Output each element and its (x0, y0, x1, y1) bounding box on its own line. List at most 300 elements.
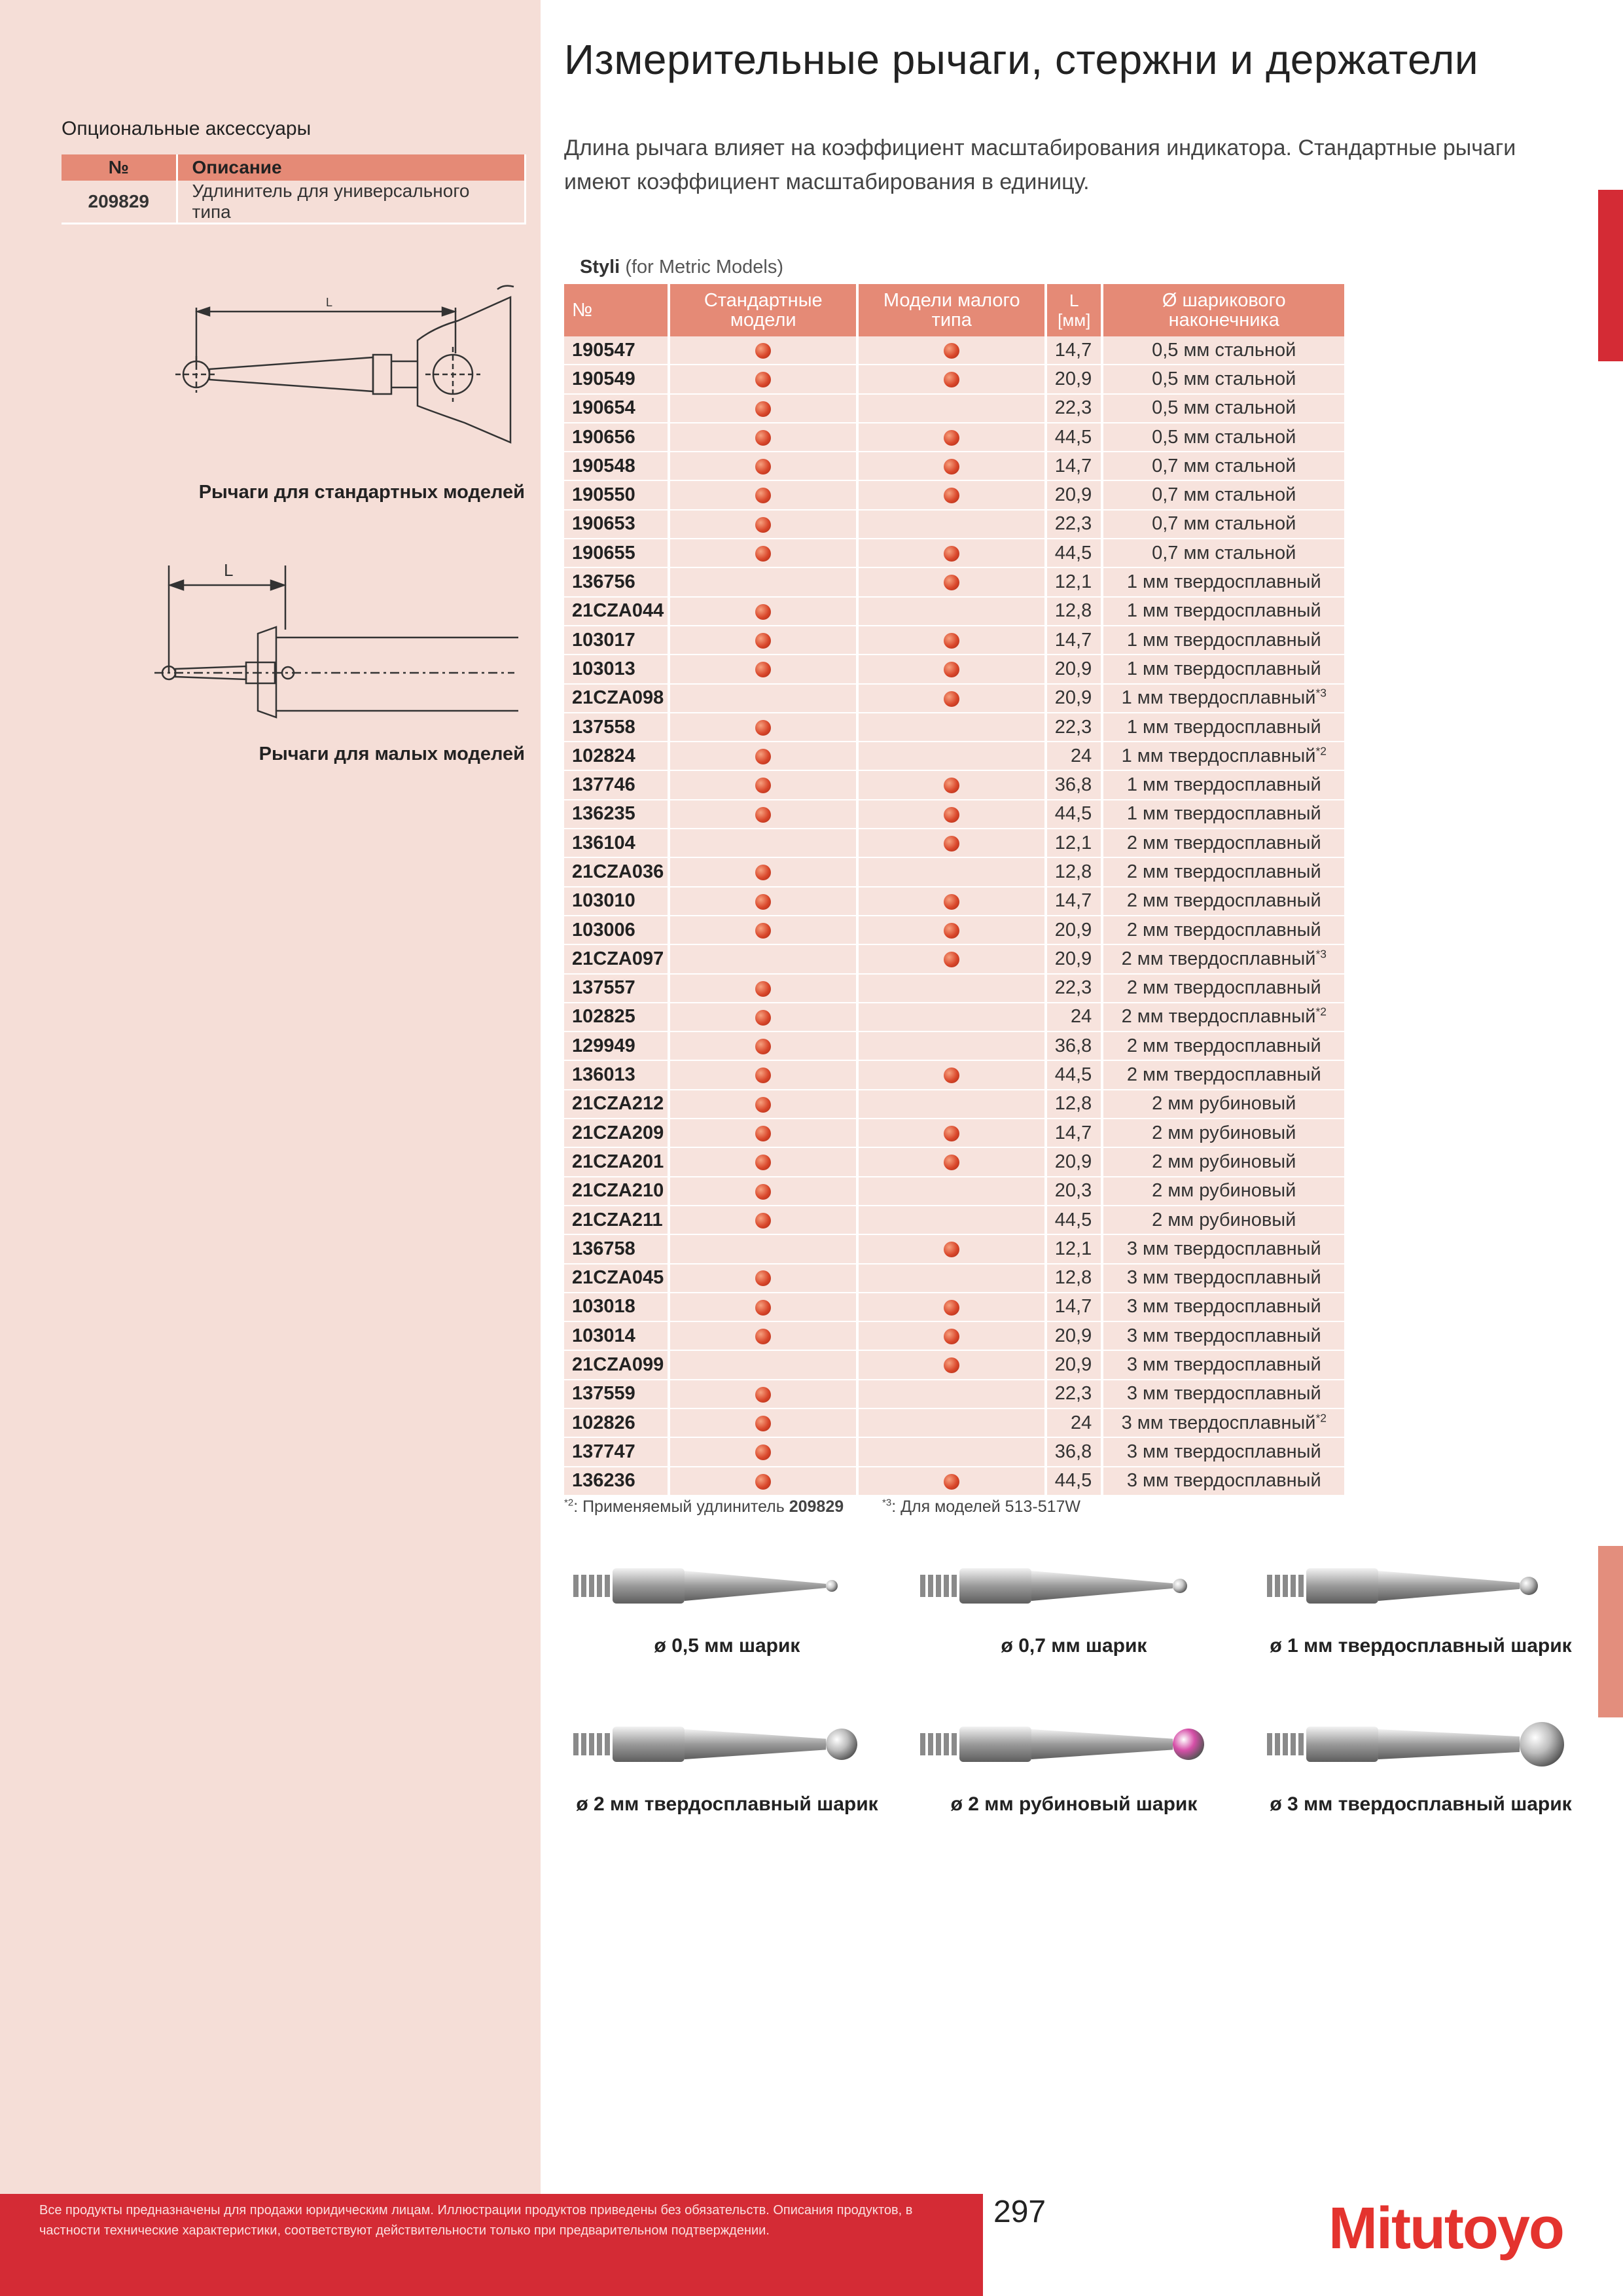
stylus-length: 14,7 (1047, 626, 1103, 655)
small-fit-cell (859, 1061, 1047, 1090)
standard-fit-cell (670, 771, 859, 800)
styli-row (564, 336, 1344, 365)
page-title: Измерительные рычаги, стержни и держатели (564, 36, 1479, 83)
fit-dot-icon (944, 1242, 959, 1257)
ball-diameter-text: 2 мм рубиновый (1152, 1209, 1296, 1230)
stylus-number: 136235 (564, 800, 670, 829)
styli-col-length-unit: [мм] (1058, 310, 1091, 330)
ball-diameter-text: 3 мм твердосплавный (1126, 1296, 1321, 1318)
small-fit-cell (859, 1206, 1047, 1235)
stylus-ball-diameter (1103, 1293, 1344, 1322)
standard-fit-cell (670, 1148, 859, 1177)
stylus-ball-diameter (1103, 598, 1344, 626)
fit-dot-icon (944, 836, 959, 852)
stylus-number: 102825 (564, 1003, 670, 1032)
styli-col-no: № (564, 284, 670, 336)
stylus-photo (914, 1708, 1234, 1780)
styli-row (564, 1119, 1344, 1148)
small-fit-cell (859, 1177, 1047, 1206)
fit-dot-icon (944, 1357, 959, 1373)
styli-row (564, 1148, 1344, 1177)
styli-row (564, 1380, 1344, 1409)
styli-row (564, 655, 1344, 684)
ball-diameter-text: 0,5 мм стальной (1152, 426, 1296, 448)
stylus-length: 14,7 (1047, 452, 1103, 481)
fit-dot-icon (755, 1270, 771, 1286)
stylus-length: 36,8 (1047, 1032, 1103, 1061)
ball-diameter-text: 0,5 мм стальной (1152, 397, 1296, 419)
standard-fit-cell (670, 1380, 859, 1409)
styli-row (564, 568, 1344, 597)
styli-row (564, 975, 1344, 1003)
fit-dot-icon (755, 604, 771, 620)
footnote-mark: *2 (1315, 744, 1327, 758)
styli-row (564, 423, 1344, 452)
small-fit-cell (859, 539, 1047, 568)
standard-fit-cell (670, 1351, 859, 1380)
ball-diameter-text: 1 мм твердосплавный (1126, 774, 1321, 796)
fit-dot-icon (944, 343, 959, 359)
stylus-length: 20,9 (1047, 655, 1103, 684)
standard-fit-cell (670, 1003, 859, 1032)
fit-dot-icon (755, 662, 771, 677)
footnote-2 (564, 1498, 844, 1516)
accessories-header-row (62, 154, 526, 181)
ball-diameter-text: 2 мм рубиновый (1152, 1122, 1296, 1143)
styli-header-row (564, 284, 1344, 336)
standard-fit-cell (670, 742, 859, 771)
small-fit-cell (859, 1090, 1047, 1119)
styli-row (564, 598, 1344, 626)
ball-diameter-text: 2 мм твердосплавный (1121, 1006, 1316, 1028)
stylus-length: 12,1 (1047, 829, 1103, 858)
stylus-number: 21CZA098 (564, 685, 670, 713)
fit-dot-icon (755, 778, 771, 793)
stylus-number: 137746 (564, 771, 670, 800)
small-fit-cell (859, 858, 1047, 887)
footnote-mark: *2 (1315, 1005, 1327, 1018)
styli-row (564, 539, 1344, 568)
small-fit-cell (859, 568, 1047, 597)
accessories-col-no: № (62, 154, 177, 181)
fit-dot-icon (755, 720, 771, 736)
styli-row (564, 1061, 1344, 1090)
standard-fit-cell (670, 1032, 859, 1061)
section-tab-salmon (1598, 1546, 1623, 1717)
standard-fit-cell (670, 481, 859, 510)
fit-dot-icon (755, 1155, 771, 1170)
styli-row (564, 1003, 1344, 1032)
styli-row (564, 685, 1344, 713)
fit-dot-icon (755, 1039, 771, 1054)
standard-fit-cell (670, 568, 859, 597)
standard-fit-cell (670, 1293, 859, 1322)
standard-dim-label: L (326, 296, 333, 309)
ball-diameter-text: 2 мм твердосплавный (1126, 977, 1321, 999)
ball-diameter-text: 3 мм твердосплавный (1126, 1238, 1321, 1259)
stylus-length: 44,5 (1047, 1061, 1103, 1090)
fit-dot-icon (944, 430, 959, 446)
accessory-no: 209829 (62, 181, 177, 224)
stylus-ball-diameter (1103, 423, 1344, 452)
stylus-number: 190653 (564, 511, 670, 539)
small-fit-cell (859, 1148, 1047, 1177)
small-fit-cell (859, 945, 1047, 974)
small-fit-cell (859, 1322, 1047, 1351)
standard-fit-cell (670, 365, 859, 394)
standard-fit-cell (670, 655, 859, 684)
standard-fit-cell (670, 1438, 859, 1467)
ball-diameter-text: 1 мм твердосплавный (1126, 600, 1321, 622)
standard-fit-cell (670, 1061, 859, 1090)
stylus-ball-diameter (1103, 626, 1344, 655)
standard-fit-cell (670, 1090, 859, 1119)
stylus-ball-diameter (1103, 395, 1344, 423)
fit-dot-icon (944, 807, 959, 823)
fit-dot-icon (944, 459, 959, 475)
fit-dot-icon (755, 372, 771, 387)
fit-dot-icon (755, 1300, 771, 1316)
fit-dot-icon (755, 1474, 771, 1490)
standard-fit-cell (670, 945, 859, 974)
ball-diameter-text: 0,5 мм стальной (1152, 368, 1296, 389)
styli-row (564, 771, 1344, 800)
stylus-number: 137557 (564, 975, 670, 1003)
stylus-number: 190654 (564, 395, 670, 423)
fit-dot-icon (755, 981, 771, 997)
stylus-ball-diameter (1103, 1438, 1344, 1467)
styli-row (564, 1090, 1344, 1119)
styli-row (564, 511, 1344, 539)
small-dim-label: L (224, 560, 234, 580)
standard-fit-cell (670, 1119, 859, 1148)
standard-fit-cell (670, 685, 859, 713)
small-fit-cell (859, 511, 1047, 539)
stylus-number: 137559 (564, 1380, 670, 1409)
standard-fit-cell (670, 539, 859, 568)
stylus-number: 21CZA211 (564, 1206, 670, 1235)
fit-dot-icon (944, 1155, 959, 1170)
styli-row (564, 481, 1344, 510)
stylus-length: 36,8 (1047, 1438, 1103, 1467)
standard-fit-cell (670, 423, 859, 452)
stylus-number: 103018 (564, 1293, 670, 1322)
stylus-number: 103014 (564, 1322, 670, 1351)
styli-col-small: Модели малого типа (859, 284, 1047, 336)
fit-dot-icon (755, 1126, 771, 1141)
styli-row (564, 1438, 1344, 1467)
fit-dot-icon (755, 749, 771, 764)
styli-col-length-top: L (1069, 291, 1079, 310)
ball-diameter-text: 1 мм твердосплавный (1121, 745, 1316, 766)
stylus-number: 190549 (564, 365, 670, 394)
ball-diameter-text: 2 мм твердосплавный (1126, 1035, 1321, 1056)
fit-dot-icon (944, 894, 959, 910)
styli-row (564, 1322, 1344, 1351)
footnote-2-bold: 209829 (789, 1498, 844, 1516)
styli-title-bold: Styli (580, 257, 620, 278)
stylus-length: 14,7 (1047, 336, 1103, 365)
standard-fit-cell (670, 888, 859, 916)
small-fit-cell (859, 771, 1047, 800)
styli-row (564, 1467, 1344, 1496)
standard-fit-cell (670, 452, 859, 481)
fit-dot-icon (755, 1329, 771, 1344)
fit-dot-icon (755, 459, 771, 475)
styli-row (564, 1351, 1344, 1380)
small-fit-cell (859, 1119, 1047, 1148)
intro-text: Длина рычага влияет на коэффициент масштабирования индикатора. Стандартные рычаги имеют коэффициент масштабирования в единицу. (564, 135, 1516, 194)
stylus-length: 20,9 (1047, 916, 1103, 945)
fit-dot-icon (755, 1444, 771, 1460)
stylus-photo (567, 1708, 887, 1780)
stylus-length: 24 (1047, 1409, 1103, 1438)
small-fit-cell (859, 1409, 1047, 1438)
stylus-ball-diameter (1103, 713, 1344, 742)
stylus-number: 190655 (564, 539, 670, 568)
styli-row (564, 1177, 1344, 1206)
stylus-ball-diameter (1103, 1148, 1344, 1177)
stylus-ball-diameter (1103, 481, 1344, 510)
small-fit-cell (859, 1265, 1047, 1293)
styli-row (564, 713, 1344, 742)
stylus-number: 190548 (564, 452, 670, 481)
small-lever-caption: Рычаги для малых моделей (259, 744, 525, 764)
small-fit-cell (859, 916, 1047, 945)
small-fit-cell (859, 888, 1047, 916)
fit-dot-icon (944, 1300, 959, 1316)
stylus-length: 20,9 (1047, 365, 1103, 394)
stylus-ball-diameter (1103, 1380, 1344, 1409)
styli-row (564, 742, 1344, 771)
fit-dot-icon (755, 488, 771, 503)
small-fit-cell (859, 1003, 1047, 1032)
stylus-ball-diameter (1103, 452, 1344, 481)
standard-fit-cell (670, 336, 859, 365)
stylus-length: 44,5 (1047, 1206, 1103, 1235)
ball-diameter-text: 2 мм твердосплавный (1126, 1064, 1321, 1086)
small-fit-cell (859, 655, 1047, 684)
styli-table (564, 284, 1344, 1496)
styli-row (564, 395, 1344, 423)
stylus-number: 21CZA210 (564, 1177, 670, 1206)
stylus-length: 20,3 (1047, 1177, 1103, 1206)
stylus-number: 137558 (564, 713, 670, 742)
ball-diameter-text: 3 мм твердосплавный (1126, 1441, 1321, 1462)
stylus-ball-diameter (1103, 1265, 1344, 1293)
stylus-length: 24 (1047, 1003, 1103, 1032)
stylus-length: 24 (1047, 742, 1103, 771)
stylus-ball-diameter (1103, 1351, 1344, 1380)
stylus-number: 190656 (564, 423, 670, 452)
small-fit-cell (859, 336, 1047, 365)
footnote-mark: *3 (1315, 947, 1327, 961)
styli-title (580, 257, 783, 278)
fit-dot-icon (755, 1184, 771, 1200)
small-fit-cell (859, 1351, 1047, 1380)
fit-dot-icon (944, 575, 959, 590)
fit-dot-icon (755, 430, 771, 446)
stylus-ball-diameter (1103, 742, 1344, 771)
stylus-ball-diameter (1103, 888, 1344, 916)
fit-dot-icon (755, 807, 771, 823)
fit-dot-icon (944, 1126, 959, 1141)
stylus-length: 14,7 (1047, 888, 1103, 916)
ball-diameter-text: 1 мм твердосплавный (1126, 658, 1321, 679)
standard-lever-drawing (157, 281, 524, 452)
small-fit-cell (859, 829, 1047, 858)
stylus-ball-diameter (1103, 511, 1344, 539)
stylus-ball-diameter (1103, 539, 1344, 568)
stylus-ball-diameter (1103, 771, 1344, 800)
accessory-desc: Удлинитель для универсального типа (177, 181, 526, 224)
stylus-length: 12,8 (1047, 1265, 1103, 1293)
fit-dot-icon (944, 488, 959, 503)
stylus-photo-caption: ø 3 мм твердосплавный шарик (1270, 1793, 1572, 1815)
small-fit-cell (859, 1467, 1047, 1496)
styli-row (564, 1409, 1344, 1438)
stylus-ball-diameter (1103, 1177, 1344, 1206)
stylus-number: 21CZA036 (564, 858, 670, 887)
ball-diameter-text: 3 мм твердосплавный (1121, 1412, 1316, 1433)
fit-dot-icon (755, 401, 771, 417)
standard-fit-cell (670, 626, 859, 655)
styli-row (564, 916, 1344, 945)
styli-row (564, 945, 1344, 974)
stylus-length: 20,9 (1047, 1322, 1103, 1351)
standard-fit-cell (670, 1467, 859, 1496)
ball-diameter-text: 2 мм твердосплавный (1126, 861, 1321, 882)
fit-dot-icon (755, 923, 771, 939)
footnote-mark: *3 (1315, 686, 1327, 700)
ball-diameter-text: 2 мм твердосплавный (1126, 832, 1321, 853)
stylus-ball-diameter (1103, 365, 1344, 394)
stylus-length: 20,9 (1047, 685, 1103, 713)
stylus-photo-caption: ø 2 мм твердосплавный шарик (576, 1793, 878, 1815)
footnote-3 (882, 1498, 1080, 1516)
stylus-length: 20,9 (1047, 945, 1103, 974)
stylus-length: 22,3 (1047, 713, 1103, 742)
standard-lever-caption: Рычаги для стандартных моделей (198, 482, 525, 503)
standard-fit-cell (670, 975, 859, 1003)
fit-dot-icon (755, 1097, 771, 1113)
ball-diameter-text: 0,7 мм стальной (1152, 484, 1296, 506)
styli-row (564, 452, 1344, 481)
ball-diameter-text: 2 мм твердосплавный (1126, 919, 1321, 941)
stylus-length: 22,3 (1047, 395, 1103, 423)
stylus-ball-diameter (1103, 1322, 1344, 1351)
styli-body (564, 336, 1344, 1496)
fit-dot-icon (944, 1474, 959, 1490)
stylus-ball-diameter (1103, 916, 1344, 945)
styli-col-standard: Стандартные модели (670, 284, 859, 336)
stylus-ball-diameter (1103, 1467, 1344, 1496)
fit-dot-icon (755, 343, 771, 359)
fit-dot-icon (944, 1329, 959, 1344)
standard-fit-cell (670, 395, 859, 423)
accessories-row (62, 181, 526, 224)
accessories-col-desc: Описание (177, 154, 526, 181)
standard-fit-cell (670, 1206, 859, 1235)
small-fit-cell (859, 742, 1047, 771)
ball-diameter-text: 0,5 мм стальной (1152, 339, 1296, 361)
stylus-length: 44,5 (1047, 1467, 1103, 1496)
footer-disclaimer: Все продукты предназначены для продажи юридическим лицам. Иллюстрации продуктов приведены без обязательств. Описания продуктов, в частности технические характеристики, соответствуют действительности только при предварительном подтверждении. (39, 2203, 913, 2238)
fit-dot-icon (944, 633, 959, 649)
stylus-number: 190547 (564, 336, 670, 365)
stylus-number: 21CZA045 (564, 1265, 670, 1293)
stylus-length: 22,3 (1047, 1380, 1103, 1409)
small-fit-cell (859, 1032, 1047, 1061)
stylus-length: 44,5 (1047, 423, 1103, 452)
stylus-length: 20,9 (1047, 1148, 1103, 1177)
small-lever-drawing (148, 550, 527, 720)
standard-fit-cell (670, 1265, 859, 1293)
stylus-number: 21CZA209 (564, 1119, 670, 1148)
mitutoyo-logo: Mitutoyo (1329, 2196, 1563, 2261)
footnote-3-mark: *3 (882, 1497, 892, 1509)
fit-dot-icon (755, 1010, 771, 1026)
stylus-number: 136236 (564, 1467, 670, 1496)
styli-title-rest: (for Metric Models) (625, 257, 784, 278)
standard-fit-cell (670, 800, 859, 829)
stylus-ball-diameter (1103, 685, 1344, 713)
stylus-number: 190550 (564, 481, 670, 510)
stylus-number: 129949 (564, 1032, 670, 1061)
ball-diameter-text: 2 мм рубиновый (1152, 1093, 1296, 1115)
ball-diameter-text: 1 мм твердосплавный (1126, 716, 1321, 738)
stylus-ball-diameter (1103, 1119, 1344, 1148)
standard-fit-cell (670, 858, 859, 887)
styli-col-length (1047, 284, 1103, 336)
footnote-3-text: : Для моделей 513-517W (891, 1498, 1081, 1516)
styli-row (564, 1206, 1344, 1235)
stylus-length: 22,3 (1047, 511, 1103, 539)
fit-dot-icon (944, 923, 959, 939)
fit-dot-icon (944, 1067, 959, 1083)
ball-diameter-text: 1 мм твердосплавный (1126, 629, 1321, 651)
fit-dot-icon (755, 1387, 771, 1403)
stylus-number: 103013 (564, 655, 670, 684)
fit-dot-icon (944, 691, 959, 707)
small-fit-cell (859, 1380, 1047, 1409)
standard-fit-cell (670, 829, 859, 858)
stylus-ball-diameter (1103, 1003, 1344, 1032)
footnote-mark: *2 (1315, 1410, 1327, 1424)
stylus-ball-diameter (1103, 829, 1344, 858)
small-fit-cell (859, 1293, 1047, 1322)
styli-row (564, 1265, 1344, 1293)
fit-dot-icon (755, 546, 771, 562)
fit-dot-icon (755, 1067, 771, 1083)
small-fit-cell (859, 626, 1047, 655)
stylus-number: 21CZA044 (564, 598, 670, 626)
ball-diameter-text: 1 мм твердосплавный (1121, 687, 1316, 709)
fit-dot-icon (755, 633, 771, 649)
small-fit-cell (859, 481, 1047, 510)
styli-row (564, 888, 1344, 916)
stylus-number: 136104 (564, 829, 670, 858)
stylus-number: 21CZA201 (564, 1148, 670, 1177)
ball-diameter-text: 2 мм рубиновый (1152, 1151, 1296, 1172)
stylus-photo (1260, 1708, 1581, 1780)
stylus-photo (567, 1550, 887, 1622)
stylus-length: 44,5 (1047, 539, 1103, 568)
small-fit-cell (859, 452, 1047, 481)
stylus-number: 21CZA097 (564, 945, 670, 974)
styli-col-diameter: Ø шарикового наконечника (1103, 284, 1344, 336)
stylus-ball-diameter (1103, 945, 1344, 974)
